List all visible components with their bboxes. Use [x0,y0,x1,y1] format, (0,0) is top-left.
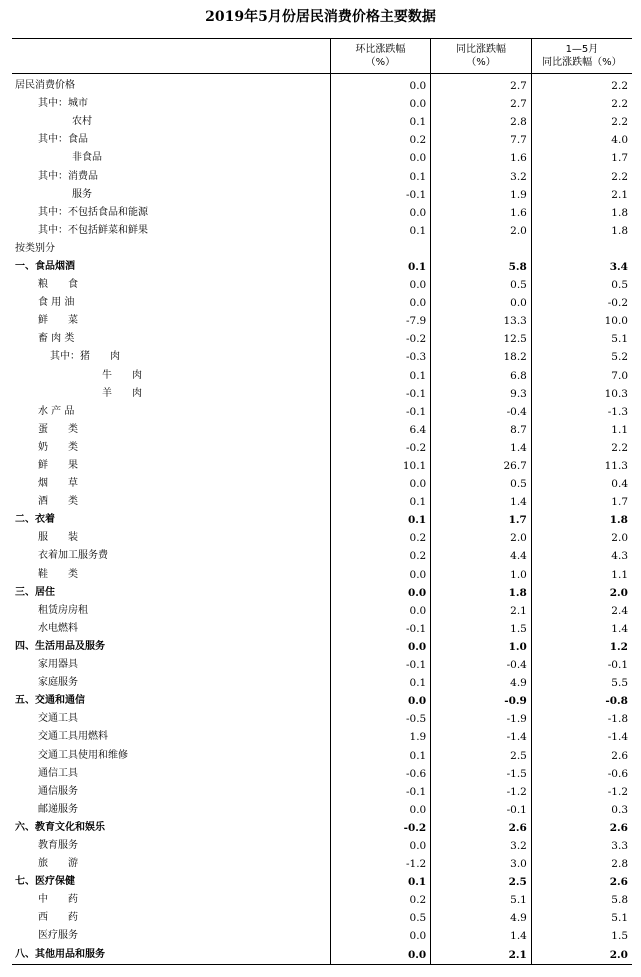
row-mom-value: -0.2 [330,330,431,348]
header-ytd-line2: 同比涨跌幅（%） [542,57,622,68]
row-ytd-value: -0.2 [531,294,632,312]
row-mom-value: 0.0 [330,74,431,96]
row-ytd-value: 2.2 [531,167,632,185]
row-mom-value: 0.0 [330,149,431,167]
row-mom-value: -0.2 [330,819,431,837]
row-mom-value: 0.0 [330,692,431,710]
row-label: 四、生活用品及服务 [15,640,105,652]
row-mom-value: 0.2 [330,131,431,149]
table-row [12,403,632,421]
table-row [12,475,632,493]
row-yoy-value: 1.0 [431,638,532,656]
row-label: 鲜 菜 [38,315,78,327]
row-ytd-value: 5.1 [531,909,632,927]
table-row [12,74,632,96]
table-row [12,330,632,348]
table-row [12,131,632,149]
row-label: 畜 肉 类 [38,333,75,345]
row-label: 交通工具用燃料 [38,731,108,743]
row-yoy-value: 1.4 [431,493,532,511]
row-ytd-value: 1.8 [531,511,632,529]
row-yoy-value: 2.7 [431,74,532,96]
row-ytd-value: 2.2 [531,74,632,96]
table-row [12,113,632,131]
row-ytd-value: 1.7 [531,493,632,511]
row-yoy-value: 2.0 [431,222,532,240]
table-row [12,95,632,113]
row-label: 鲜 果 [38,460,78,472]
table-row [12,656,632,674]
row-yoy-value: 6.8 [431,367,532,385]
row-yoy-value: 1.6 [431,149,532,167]
row-yoy-value: -1.2 [431,783,532,801]
row-mom-value: 0.1 [330,746,431,764]
row-ytd-value: 3.4 [531,258,632,276]
table-row [12,547,632,565]
row-yoy-value: 18.2 [431,348,532,366]
row-mom-value: 0.0 [330,946,431,965]
row-mom-value: 0.0 [330,584,431,602]
row-ytd-value: 1.5 [531,927,632,945]
row-label: 一、食品烟酒 [15,260,75,272]
row-yoy-value: 4.4 [431,547,532,565]
row-mom-value: 0.1 [330,222,431,240]
row-mom-value: 0.1 [330,511,431,529]
row-yoy-value: 4.9 [431,909,532,927]
row-label: 按类别分 [15,242,55,254]
row-mom-value: 0.5 [330,909,431,927]
row-label: 农村 [72,116,92,128]
table-row [12,692,632,710]
cpi-table [12,38,632,965]
row-ytd-value: 0.5 [531,276,632,294]
row-yoy-value: -1.9 [431,710,532,728]
row-ytd-value: -0.8 [531,692,632,710]
row-yoy-value: 5.8 [431,258,532,276]
table-row [12,294,632,312]
row-ytd-value: 10.3 [531,385,632,403]
row-mom-value: 0.0 [330,927,431,945]
header-mom [330,39,431,74]
row-yoy-value: 4.9 [431,674,532,692]
header-yoy-line2: （%） [466,57,496,68]
row-ytd-value: -0.1 [531,656,632,674]
row-yoy-value: 2.1 [431,602,532,620]
table-row [12,728,632,746]
row-yoy-value: 3.0 [431,855,532,873]
row-yoy-value: 12.5 [431,330,532,348]
row-mom-value: -0.1 [330,656,431,674]
row-mom-value: -0.6 [330,765,431,783]
row-yoy-value: 2.5 [431,873,532,891]
row-yoy-value: 2.1 [431,946,532,965]
row-yoy-value: 1.0 [431,566,532,584]
row-label: 服务 [72,188,92,200]
row-ytd-value: 10.0 [531,312,632,330]
row-label: 牛 肉 [102,369,142,381]
row-mom-value: -1.2 [330,855,431,873]
row-ytd-value: 0.4 [531,475,632,493]
row-ytd-value: 7.0 [531,367,632,385]
table-row [12,837,632,855]
row-mom-value: 0.0 [330,566,431,584]
row-label: 其中：消费品 [38,170,98,182]
table-row [12,493,632,511]
row-label: 水电燃料 [38,622,78,634]
row-yoy-value: 7.7 [431,131,532,149]
row-mom-value: 0.1 [330,367,431,385]
row-mom-value: 0.2 [330,891,431,909]
row-label: 租赁房房租 [38,604,88,616]
row-mom-value: -0.1 [330,620,431,638]
table-row [12,620,632,638]
header-ytd-line1: 1—5月 [565,44,599,55]
row-mom-value: 0.0 [330,204,431,222]
row-yoy-value: 2.5 [431,746,532,764]
row-label: 家用器具 [38,659,78,671]
row-yoy-value: -0.4 [431,656,532,674]
row-mom-value: -0.1 [330,385,431,403]
row-ytd-value: -0.6 [531,765,632,783]
row-mom-value: 0.0 [330,475,431,493]
row-label: 鞋 类 [38,568,78,580]
row-ytd-value [531,240,632,258]
row-mom-value: -0.1 [330,186,431,204]
table-row [12,891,632,909]
header-mom-line1: 环比涨跌幅 [355,44,406,55]
row-label: 邮递服务 [38,803,78,815]
row-yoy-value: 8.7 [431,421,532,439]
row-label: 教育服务 [38,839,78,851]
row-yoy-value: 0.5 [431,475,532,493]
row-label: 二、衣着 [15,514,55,526]
row-mom-value: 0.1 [330,493,431,511]
header-yoy-line1: 同比涨跌幅 [456,44,507,55]
table-row [12,385,632,403]
row-ytd-value: 2.8 [531,855,632,873]
table-row [12,946,632,965]
table-row [12,240,632,258]
row-mom-value: 0.2 [330,547,431,565]
table-row [12,855,632,873]
table-row [12,909,632,927]
row-ytd-value: 1.1 [531,566,632,584]
table-row [12,276,632,294]
row-mom-value: 6.4 [330,421,431,439]
table-row [12,204,632,222]
row-mom-value: -0.1 [330,783,431,801]
row-label: 羊 肉 [102,387,142,399]
row-label: 其中：猪 肉 [50,351,120,363]
row-ytd-value: 1.7 [531,149,632,167]
row-label: 蛋 类 [38,423,78,435]
row-mom-value: 0.0 [330,801,431,819]
table-row [12,421,632,439]
table-title: 2019年5月份居民消费价格主要数据 [205,9,436,25]
table-row [12,258,632,276]
row-ytd-value: -1.3 [531,403,632,421]
row-label: 其中：城市 [38,98,88,110]
table-row [12,312,632,330]
row-label: 非食品 [72,152,102,164]
row-label: 其中：不包括鲜菜和鲜果 [38,224,148,236]
row-ytd-value: 2.0 [531,946,632,965]
row-ytd-value: 2.2 [531,439,632,457]
row-ytd-value: 2.4 [531,602,632,620]
row-ytd-value: 1.8 [531,204,632,222]
row-mom-value [330,240,431,258]
row-ytd-value: 2.0 [531,584,632,602]
row-label: 中 药 [38,894,78,906]
table-row [12,439,632,457]
row-label: 交通工具 [38,713,78,725]
header-row [12,39,632,74]
row-yoy-value: -0.9 [431,692,532,710]
row-label: 交通工具使用和维修 [38,749,128,761]
header-yoy [431,39,532,74]
table-row [12,348,632,366]
table-row [12,819,632,837]
row-yoy-value: -0.4 [431,403,532,421]
row-mom-value: -0.5 [330,710,431,728]
row-ytd-value: 5.1 [531,330,632,348]
row-mom-value: 0.0 [330,602,431,620]
row-ytd-value: 5.8 [531,891,632,909]
table-row [12,457,632,475]
row-label: 八、其他用品和服务 [12,946,330,965]
row-yoy-value: 0.5 [431,276,532,294]
row-ytd-value: 2.2 [531,95,632,113]
row-ytd-value: -1.4 [531,728,632,746]
row-label: 奶 类 [38,441,78,453]
table-row [12,783,632,801]
table-row [12,167,632,185]
row-label: 家庭服务 [38,677,78,689]
row-ytd-value: 2.2 [531,113,632,131]
row-ytd-value: 11.3 [531,457,632,475]
row-label: 七、医疗保健 [15,876,75,888]
table-row [12,873,632,891]
row-yoy-value: 3.2 [431,837,532,855]
row-label: 酒 类 [38,496,78,508]
row-ytd-value: 1.4 [531,620,632,638]
row-yoy-value: 2.6 [431,819,532,837]
row-label: 服 装 [38,532,78,544]
row-mom-value: 0.1 [330,113,431,131]
table-row [12,149,632,167]
table-row [12,710,632,728]
table-row [12,602,632,620]
table-row [12,584,632,602]
row-mom-value: 0.1 [330,167,431,185]
row-ytd-value: 2.1 [531,186,632,204]
row-ytd-value: 4.0 [531,131,632,149]
row-mom-value: 0.2 [330,529,431,547]
row-yoy-value: 13.3 [431,312,532,330]
row-mom-value: 0.1 [330,258,431,276]
table-row [12,674,632,692]
row-mom-value: 0.0 [330,294,431,312]
row-mom-value: -7.9 [330,312,431,330]
row-mom-value: 0.1 [330,674,431,692]
table-row [12,566,632,584]
row-label: 三、居住 [15,586,55,598]
table-row [12,529,632,547]
row-yoy-value: -1.5 [431,765,532,783]
row-yoy-value: 3.2 [431,167,532,185]
row-ytd-value: -1.2 [531,783,632,801]
row-label: 五、交通和通信 [15,695,85,707]
row-label: 粮 食 [38,279,78,291]
row-ytd-value: 2.6 [531,819,632,837]
table-row [12,511,632,529]
header-mom-line2: （%） [365,57,396,68]
row-yoy-value: 2.8 [431,113,532,131]
table-row [12,638,632,656]
row-yoy-value: 26.7 [431,457,532,475]
row-label: 烟 草 [38,478,78,490]
row-mom-value: 0.0 [330,638,431,656]
table-row [12,367,632,385]
row-ytd-value: 5.2 [531,348,632,366]
row-ytd-value: 2.6 [531,746,632,764]
row-label: 西 药 [38,912,78,924]
row-label: 六、教育文化和娱乐 [15,821,105,833]
row-mom-value: 0.0 [330,837,431,855]
row-yoy-value: -0.1 [431,801,532,819]
row-ytd-value: -1.8 [531,710,632,728]
header-ytd [531,39,632,74]
row-mom-value: 1.9 [330,728,431,746]
row-label: 通信服务 [38,785,78,797]
row-yoy-value: 2.0 [431,529,532,547]
row-mom-value: -0.2 [330,439,431,457]
table-row [12,765,632,783]
row-mom-value: -0.3 [330,348,431,366]
row-ytd-value: 0.3 [531,801,632,819]
row-mom-value: 0.1 [330,873,431,891]
row-mom-value: -0.1 [330,403,431,421]
row-label: 水 产 品 [38,405,75,417]
row-yoy-value: 9.3 [431,385,532,403]
header-item [12,39,330,74]
table-row [12,186,632,204]
row-mom-value: 0.0 [330,276,431,294]
row-ytd-value: 4.3 [531,547,632,565]
row-ytd-value: 2.0 [531,529,632,547]
row-yoy-value [431,240,532,258]
row-label: 通信工具 [38,767,78,779]
row-yoy-value: 1.6 [431,204,532,222]
row-ytd-value: 5.5 [531,674,632,692]
row-ytd-value: 1.8 [531,222,632,240]
row-mom-value: 10.1 [330,457,431,475]
row-yoy-value: 1.8 [431,584,532,602]
row-label: 居民消费价格 [15,80,75,92]
row-yoy-value: 5.1 [431,891,532,909]
table-row [12,927,632,945]
row-label: 医疗服务 [38,930,78,942]
row-yoy-value: 1.4 [431,439,532,457]
row-ytd-value: 1.2 [531,638,632,656]
row-yoy-value: 1.9 [431,186,532,204]
row-label: 其中：不包括食品和能源 [38,206,148,218]
row-ytd-value: 2.6 [531,873,632,891]
table-row [12,746,632,764]
row-yoy-value: 1.4 [431,927,532,945]
row-yoy-value: 1.7 [431,511,532,529]
row-yoy-value: 1.5 [431,620,532,638]
table-row [12,222,632,240]
row-label: 衣着加工服务费 [38,550,108,562]
row-label: 旅 游 [38,858,78,870]
row-mom-value: 0.0 [330,95,431,113]
row-ytd-value: 1.1 [531,421,632,439]
row-yoy-value: 0.0 [431,294,532,312]
row-label: 其中：食品 [38,134,88,146]
row-yoy-value: 2.7 [431,95,532,113]
row-label: 食 用 油 [38,297,75,309]
row-ytd-value: 3.3 [531,837,632,855]
row-yoy-value: -1.4 [431,728,532,746]
table-row [12,801,632,819]
